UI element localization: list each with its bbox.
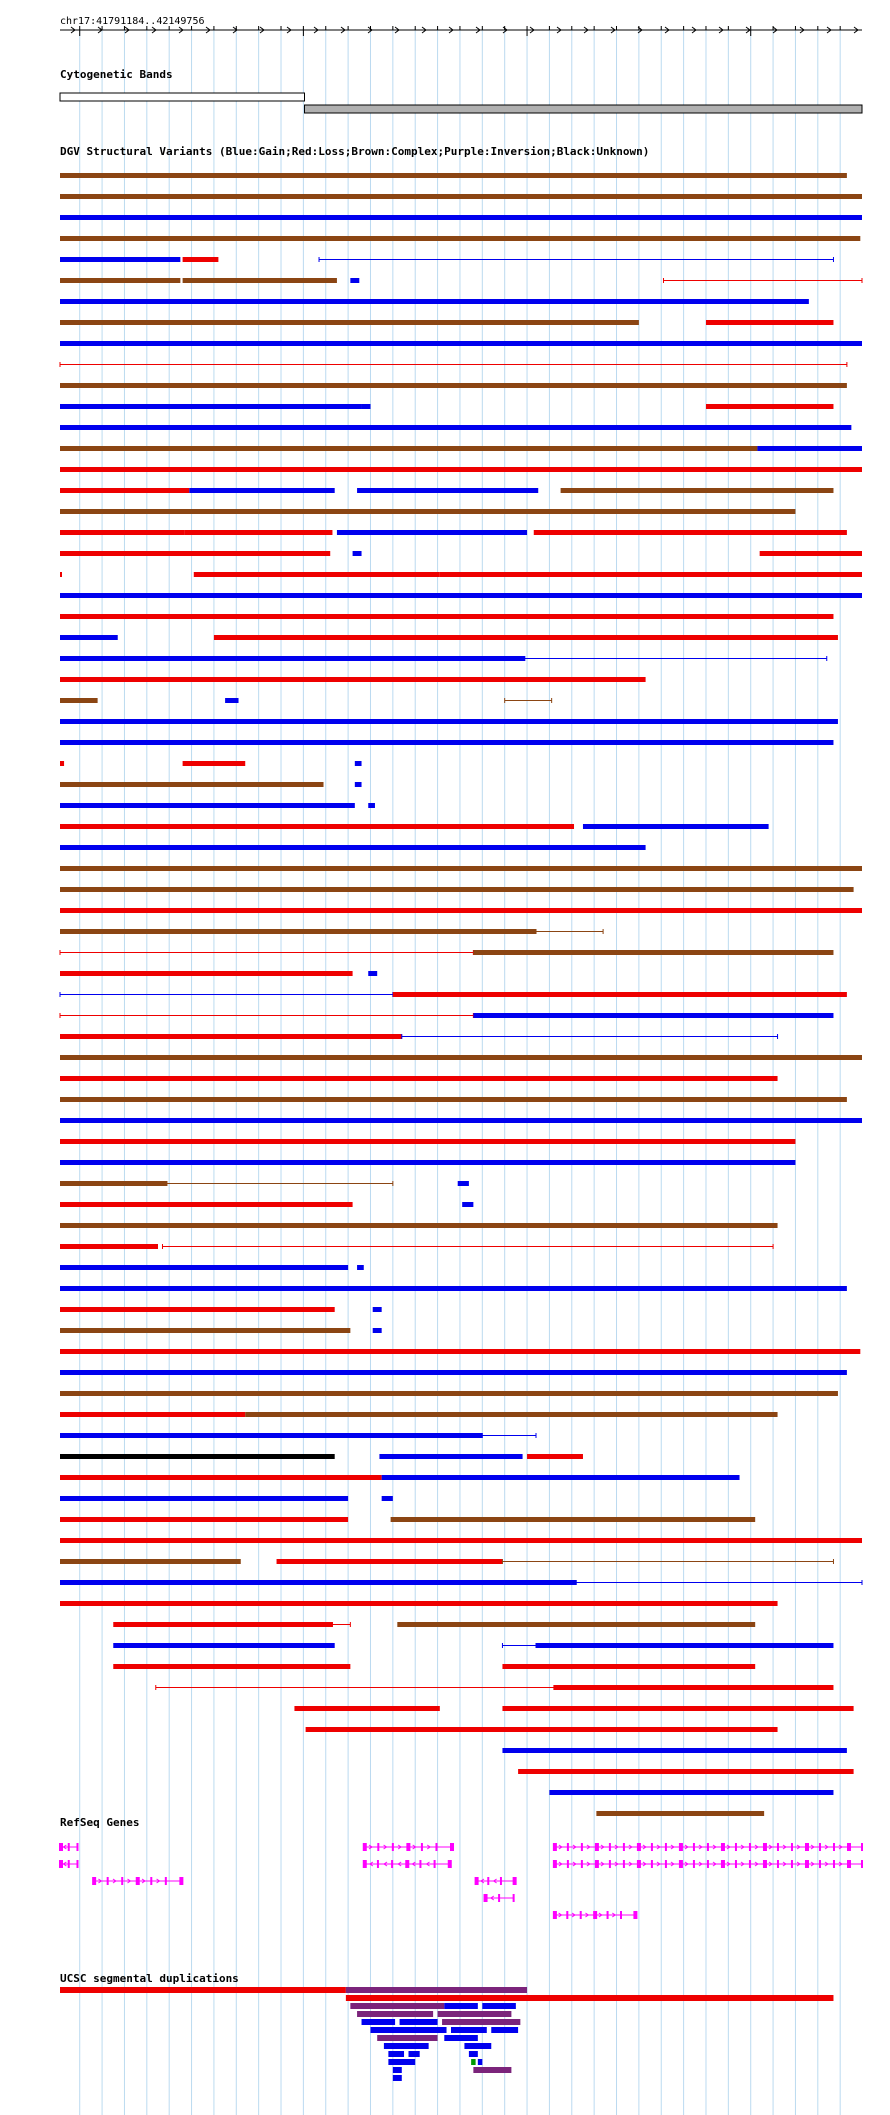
segdup-track-title: UCSC segmental duplications bbox=[60, 1972, 239, 1985]
variant-bar bbox=[60, 194, 862, 199]
variant-bar bbox=[596, 1811, 764, 1816]
variant-bar bbox=[60, 236, 860, 241]
gene-exon bbox=[633, 1911, 637, 1919]
gene-exon bbox=[620, 1911, 622, 1919]
variant-bar bbox=[355, 782, 362, 787]
gene-exon bbox=[121, 1877, 123, 1885]
gene-exon bbox=[805, 1860, 809, 1868]
variant-bar bbox=[60, 1244, 158, 1249]
gene-exon bbox=[623, 1843, 625, 1851]
segdup-bar bbox=[482, 2003, 516, 2009]
variant-bar bbox=[60, 635, 118, 640]
gene-exon bbox=[500, 1877, 502, 1885]
ruler bbox=[60, 26, 862, 36]
gene-exon bbox=[847, 1860, 851, 1868]
variant-bar bbox=[225, 698, 238, 703]
variant-bar bbox=[554, 1685, 834, 1690]
variant-bar bbox=[502, 1748, 846, 1753]
variant-bar bbox=[60, 824, 574, 829]
variant-bar bbox=[60, 446, 757, 451]
variant-bar bbox=[185, 530, 333, 535]
segdup-bar bbox=[469, 2051, 478, 2057]
gene-exon bbox=[595, 1860, 599, 1868]
variant-bar bbox=[60, 1286, 847, 1291]
gene-exon bbox=[107, 1877, 109, 1885]
gene-exon bbox=[707, 1860, 709, 1868]
variant-bar bbox=[60, 1139, 795, 1144]
gene-exon bbox=[749, 1860, 751, 1868]
variant-bar bbox=[60, 404, 362, 409]
variant-bar bbox=[60, 215, 862, 220]
variant-bar bbox=[60, 1580, 576, 1585]
segdup-bar bbox=[393, 2067, 402, 2073]
variant-bar bbox=[113, 1664, 350, 1669]
gene-exon bbox=[595, 1843, 599, 1851]
segdup-bar bbox=[384, 2043, 429, 2049]
gene-exon bbox=[76, 1843, 78, 1851]
gene-exon bbox=[833, 1843, 835, 1851]
variant-bar bbox=[183, 257, 219, 262]
gene-exon bbox=[581, 1843, 583, 1851]
variant-bar bbox=[60, 1307, 335, 1312]
gene-exon bbox=[707, 1843, 709, 1851]
variant-bar bbox=[60, 1349, 860, 1354]
variant-bar bbox=[393, 992, 847, 997]
variant-bar bbox=[189, 488, 334, 493]
variant-bar bbox=[379, 1454, 522, 1459]
variant-bar bbox=[60, 887, 854, 892]
refseq-track bbox=[59, 1843, 863, 1919]
gene-exon bbox=[763, 1860, 767, 1868]
variant-bar bbox=[583, 824, 769, 829]
gene-exon bbox=[405, 1860, 409, 1868]
variant-bar bbox=[60, 1118, 862, 1123]
gene-exon bbox=[651, 1843, 653, 1851]
gene-exon bbox=[513, 1894, 515, 1902]
variant-bar bbox=[60, 551, 330, 556]
gene-exon bbox=[448, 1860, 452, 1868]
variant-bar bbox=[277, 1559, 503, 1564]
segdup-bar bbox=[362, 2019, 396, 2025]
variant-bar bbox=[60, 1265, 348, 1270]
variant-bar bbox=[440, 572, 862, 577]
gene-exon bbox=[92, 1877, 96, 1885]
gene-exon bbox=[68, 1860, 70, 1868]
variant-bar bbox=[706, 404, 833, 409]
variant-bar bbox=[60, 1391, 838, 1396]
gene-exon bbox=[553, 1911, 557, 1919]
variant-bar bbox=[527, 1454, 583, 1459]
gene-exon bbox=[487, 1877, 489, 1885]
gene-exon bbox=[833, 1860, 835, 1868]
gene-exon bbox=[475, 1877, 479, 1885]
gene-exon bbox=[679, 1860, 683, 1868]
variant-bar bbox=[60, 1412, 245, 1417]
segdup-bar bbox=[471, 2059, 475, 2065]
gene-exon bbox=[749, 1843, 751, 1851]
segdup-bar bbox=[393, 2075, 402, 2081]
segdup-bar bbox=[377, 2035, 437, 2041]
variant-bar bbox=[60, 173, 847, 178]
gene-exon bbox=[651, 1860, 653, 1868]
gene-exon bbox=[363, 1860, 367, 1868]
cyto-track bbox=[60, 93, 862, 113]
gene-exon bbox=[392, 1843, 394, 1851]
variant-bar bbox=[60, 593, 862, 598]
gene-exon bbox=[450, 1843, 454, 1851]
gene-exon bbox=[819, 1860, 821, 1868]
locus-label: chr17:41791184..42149756 bbox=[60, 16, 205, 27]
gene-exon bbox=[165, 1877, 167, 1885]
variant-bar bbox=[183, 278, 337, 283]
dgv-track bbox=[60, 173, 862, 1816]
variant-bar bbox=[60, 1538, 862, 1543]
variant-bar bbox=[60, 425, 851, 430]
variant-bar bbox=[368, 803, 375, 808]
segdup-bar bbox=[357, 2011, 433, 2017]
variant-bar bbox=[60, 698, 98, 703]
segdup-bar bbox=[370, 2027, 446, 2033]
gene-exon bbox=[553, 1860, 557, 1868]
variant-bar bbox=[60, 740, 833, 745]
gene-exon bbox=[377, 1843, 379, 1851]
variant-bar bbox=[60, 929, 536, 934]
segdup-track bbox=[60, 1987, 833, 2081]
gene-exon bbox=[847, 1843, 851, 1851]
gene-exon bbox=[150, 1877, 152, 1885]
gene-exon bbox=[637, 1843, 641, 1851]
variant-bar bbox=[60, 467, 862, 472]
gene-exon bbox=[763, 1843, 767, 1851]
variant-bar bbox=[214, 635, 838, 640]
variant-bar bbox=[60, 1097, 847, 1102]
variant-bar bbox=[60, 803, 355, 808]
gene-exon bbox=[777, 1860, 779, 1868]
variant-bar bbox=[113, 1643, 334, 1648]
gene-exon bbox=[693, 1860, 695, 1868]
variant-bar bbox=[549, 1790, 833, 1795]
variant-bar bbox=[60, 782, 324, 787]
gene-exon bbox=[735, 1843, 737, 1851]
gene-exon bbox=[637, 1860, 641, 1868]
variant-bar bbox=[194, 572, 440, 577]
variant-bar bbox=[462, 1202, 473, 1207]
gene-exon bbox=[434, 1860, 436, 1868]
variant-bar bbox=[60, 1055, 862, 1060]
variant-bar bbox=[373, 1328, 382, 1333]
gene-exon bbox=[513, 1877, 517, 1885]
refseq-track-title: RefSeq Genes bbox=[60, 1816, 140, 1829]
gene-exon bbox=[861, 1860, 863, 1868]
variant-bar bbox=[306, 1727, 778, 1732]
gene-exon bbox=[567, 1843, 569, 1851]
variant-bar bbox=[60, 383, 847, 388]
variant-bar bbox=[60, 1496, 348, 1501]
variant-bar bbox=[60, 320, 639, 325]
gene-exon bbox=[805, 1843, 809, 1851]
segdup-bar bbox=[442, 2019, 520, 2025]
gene-exon bbox=[580, 1911, 582, 1919]
gene-exon bbox=[59, 1860, 63, 1868]
variant-bar bbox=[458, 1181, 469, 1186]
gene-exon bbox=[391, 1860, 393, 1868]
variant-bar bbox=[60, 1454, 335, 1459]
segdup-bar bbox=[60, 1987, 346, 1993]
variant-bar bbox=[60, 257, 180, 262]
variant-bar bbox=[397, 1622, 755, 1627]
variant-bar bbox=[518, 1769, 853, 1774]
cyto-track-title: Cytogenetic Bands bbox=[60, 68, 173, 81]
gene-exon bbox=[679, 1843, 683, 1851]
variant-bar bbox=[60, 530, 185, 535]
gene-exon bbox=[419, 1860, 421, 1868]
variant-bar bbox=[473, 1013, 833, 1018]
variant-bar bbox=[353, 551, 362, 556]
gene-exon bbox=[136, 1877, 140, 1885]
variant-bar bbox=[350, 278, 359, 283]
variant-bar bbox=[60, 341, 862, 346]
variant-bar bbox=[473, 950, 833, 955]
gene-exon bbox=[665, 1860, 667, 1868]
variant-bar bbox=[60, 971, 353, 976]
variant-bar bbox=[60, 299, 809, 304]
segdup-bar bbox=[491, 2027, 518, 2033]
variant-bar bbox=[60, 1433, 482, 1438]
gene-exon bbox=[819, 1843, 821, 1851]
segdup-bar bbox=[388, 2051, 404, 2057]
variant-bar bbox=[561, 488, 834, 493]
gene-exon bbox=[567, 1860, 569, 1868]
variant-bar bbox=[60, 1601, 778, 1606]
segdup-bar bbox=[478, 2059, 482, 2065]
dgv-track-title: DGV Structural Variants (Blue:Gain;Red:Loss;Brown:Complex;Purple:Inversion;Black:Unknown) bbox=[60, 145, 650, 158]
variant-bar bbox=[536, 1643, 833, 1648]
gene-exon bbox=[484, 1894, 488, 1902]
segdup-bar bbox=[451, 2027, 487, 2033]
gene-exon bbox=[179, 1877, 183, 1885]
variant-bar bbox=[362, 404, 371, 409]
variant-bar bbox=[60, 572, 62, 577]
variant-bar bbox=[706, 320, 833, 325]
variant-bar bbox=[60, 845, 646, 850]
gene-exon bbox=[363, 1843, 367, 1851]
gene-exon bbox=[421, 1843, 423, 1851]
variant-bar bbox=[382, 1496, 393, 1501]
variant-bar bbox=[60, 1223, 778, 1228]
gene-exon bbox=[581, 1860, 583, 1868]
gene-exon bbox=[377, 1860, 379, 1868]
gene-exon bbox=[791, 1843, 793, 1851]
variant-bar bbox=[113, 1622, 332, 1627]
variant-bar bbox=[60, 1160, 795, 1165]
variant-bar bbox=[534, 530, 847, 535]
segdup-bar bbox=[346, 1995, 834, 2001]
variant-bar bbox=[60, 1202, 353, 1207]
variant-bar bbox=[60, 719, 838, 724]
gene-exon bbox=[735, 1860, 737, 1868]
gene-exon bbox=[609, 1860, 611, 1868]
segdup-bar bbox=[473, 2067, 511, 2073]
variant-bar bbox=[382, 1475, 740, 1480]
variant-bar bbox=[60, 1181, 167, 1186]
gene-exon bbox=[721, 1843, 725, 1851]
segdup-bar bbox=[388, 2059, 415, 2065]
gene-exon bbox=[59, 1843, 63, 1851]
variant-bar bbox=[60, 1328, 350, 1333]
segdup-bar bbox=[444, 2035, 478, 2041]
gene-exon bbox=[791, 1860, 793, 1868]
segdup-bar bbox=[438, 2011, 512, 2017]
gene-exon bbox=[693, 1843, 695, 1851]
variant-bar bbox=[391, 1517, 756, 1522]
segdup-bar bbox=[409, 2051, 420, 2057]
variant-bar bbox=[760, 551, 862, 556]
variant-bar bbox=[757, 446, 862, 451]
gene-exon bbox=[76, 1860, 78, 1868]
variant-bar bbox=[357, 1265, 364, 1270]
cytoband bbox=[305, 105, 862, 113]
gene-exon bbox=[777, 1843, 779, 1851]
variant-bar bbox=[60, 1370, 847, 1375]
gene-exon bbox=[68, 1843, 70, 1851]
segdup-bar bbox=[400, 2019, 438, 2025]
gene-exon bbox=[607, 1911, 609, 1919]
variant-bar bbox=[60, 866, 862, 871]
variant-bar bbox=[60, 278, 180, 283]
variant-bar bbox=[373, 1307, 382, 1312]
gene-exon bbox=[861, 1843, 863, 1851]
gene-exon bbox=[435, 1843, 437, 1851]
variant-bar bbox=[60, 908, 862, 913]
variant-bar bbox=[60, 1034, 402, 1039]
variant-bar bbox=[60, 614, 833, 619]
variant-bar bbox=[60, 1517, 348, 1522]
variant-bar bbox=[183, 761, 246, 766]
variant-bar bbox=[502, 1706, 853, 1711]
gene-exon bbox=[566, 1911, 568, 1919]
gene-exon bbox=[406, 1843, 410, 1851]
variant-bar bbox=[60, 488, 189, 493]
variant-bar bbox=[60, 1076, 778, 1081]
gene-exon bbox=[553, 1843, 557, 1851]
variant-bar bbox=[502, 1664, 755, 1669]
variant-bar bbox=[294, 1706, 439, 1711]
gene-exon bbox=[609, 1843, 611, 1851]
gene-exon bbox=[665, 1843, 667, 1851]
variant-bar bbox=[357, 488, 538, 493]
segdup-bar bbox=[350, 2003, 444, 2009]
segdup-bar bbox=[346, 1987, 527, 1993]
variant-bar bbox=[245, 1412, 777, 1417]
gene-exon bbox=[593, 1911, 597, 1919]
gene-exon bbox=[721, 1860, 725, 1868]
variant-bar bbox=[368, 971, 377, 976]
variant-bar bbox=[60, 1559, 241, 1564]
variant-bar bbox=[60, 761, 64, 766]
variant-bar bbox=[337, 530, 527, 535]
variant-bar bbox=[60, 677, 646, 682]
cytoband bbox=[60, 93, 305, 101]
variant-bar bbox=[60, 509, 795, 514]
variant-bar bbox=[355, 761, 362, 766]
gene-exon bbox=[623, 1860, 625, 1868]
variant-bar bbox=[60, 656, 525, 661]
segdup-bar bbox=[444, 2003, 478, 2009]
variant-bar bbox=[60, 1475, 382, 1480]
gene-exon bbox=[498, 1894, 500, 1902]
segdup-bar bbox=[464, 2043, 491, 2049]
